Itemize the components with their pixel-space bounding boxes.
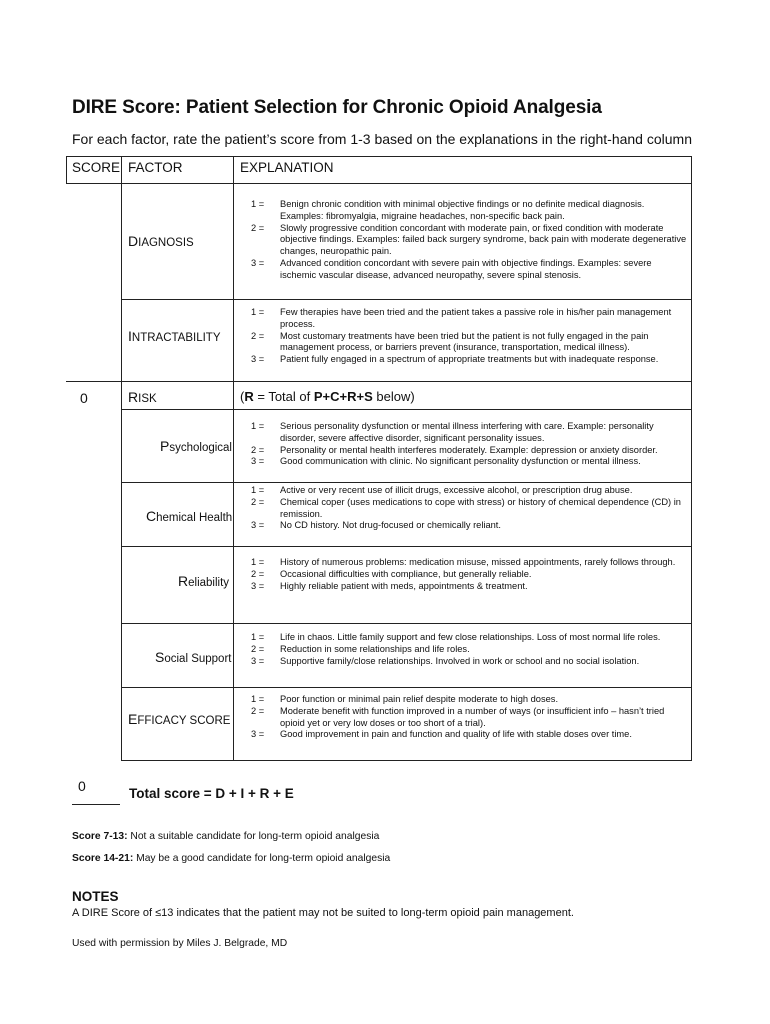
- factor-initial: R: [128, 389, 139, 405]
- row-divider-reliability: [121, 623, 692, 624]
- factor-label-rest: IAGNOSIS: [138, 237, 194, 249]
- factor-initial: I: [128, 328, 132, 344]
- risk-expl-close: below): [372, 389, 415, 404]
- rating-text: Slowly progressive condition concordant with moderate pain, or fixed condition with moderate objective findings. Examples: failed back surgery syndrome, back pain with moderate degenerative changes, neuropathic pain.: [280, 222, 687, 257]
- explanation-item: [251, 445, 687, 457]
- rating-number: 3 =: [251, 456, 265, 467]
- rating-text: Life in chaos. Little family support and few close relationships. Loss of most normal life roles.: [280, 632, 661, 642]
- explanation-item: [251, 520, 687, 532]
- risk-explanation: [240, 389, 415, 404]
- rating-text: Occasional difficulties with compliance, but generally reliable.: [280, 568, 532, 579]
- risk-expl-mid: = Total of: [253, 389, 314, 404]
- rating-text: Chemical coper (uses medications to cope with stress) or history of chemical dependence (CD) in remission.: [280, 496, 681, 519]
- row-divider-diagnosis: [121, 299, 692, 300]
- table-bottom-border: [121, 760, 692, 761]
- explanation-diagnosis: [251, 199, 687, 282]
- factor-explanation-divider: [233, 156, 234, 761]
- factor-intractability: [128, 328, 221, 344]
- factor-reliability: [178, 573, 229, 589]
- factor-label-rest: NTRACTABILITY: [131, 332, 221, 344]
- score-range-label: Score 7-13:: [72, 831, 128, 842]
- score-range-note: [72, 831, 379, 842]
- rating-text: Supportive family/close relationships. Involved in work or school and no social isolation.: [280, 655, 640, 666]
- total-score-underline: [72, 804, 120, 805]
- rating-text: Moderate benefit with function improved in a number of ways (or insufficient info – hasn’t tried opioid yet or very low doses or too short of a trial).: [280, 705, 665, 728]
- rating-text: Benign chronic condition with minimal objective findings or no definite medical diagnosis. Examples: fibromyalgia, migraine headaches, non-specific back pain.: [280, 199, 645, 221]
- row-divider-risk: [121, 409, 692, 410]
- rating-text: Active or very recent use of illicit drugs, excessive alcohol, or prescription drug abuse.: [280, 485, 633, 495]
- factor-psychological: [160, 438, 232, 454]
- rating-number: 3 =: [251, 257, 265, 268]
- header-score: SCORE: [72, 160, 121, 175]
- explanation-item: [251, 223, 687, 258]
- rating-text: Personality or mental health interferes moderately. Example: depression or anxiety disorder.: [280, 444, 658, 455]
- explanation-item: [251, 258, 687, 282]
- factor-label-rest: eliability: [188, 577, 230, 589]
- notes-heading: NOTES: [72, 889, 119, 904]
- score-range-text: May be a good candidate for long-term opioid analgesia: [133, 853, 391, 864]
- factor-initial: D: [128, 233, 139, 249]
- factor-social-support: [155, 649, 231, 665]
- rating-text: Good improvement in pain and function and quality of life with stable doses over time.: [280, 729, 632, 740]
- explanation-item: [251, 485, 687, 497]
- rating-number: 1 =: [251, 557, 265, 567]
- rating-number: 3 =: [251, 655, 265, 666]
- risk-letter: R: [244, 389, 254, 404]
- rating-number: 2 =: [251, 330, 265, 341]
- explanation-item: [251, 456, 687, 468]
- risk-paren-open: (: [240, 389, 245, 404]
- explanation-intractability: [251, 307, 687, 366]
- rating-number: 3 =: [251, 729, 265, 740]
- explanation-item: [251, 497, 687, 521]
- rating-number: 1 =: [251, 421, 265, 431]
- rating-text: Reduction in some relationships and life roles.: [280, 643, 470, 654]
- rating-number: 1 =: [251, 199, 265, 209]
- rating-number: 2 =: [251, 496, 265, 507]
- explanation-reliability: [251, 557, 687, 592]
- explanation-item: [251, 331, 687, 355]
- explanation-item: [251, 656, 687, 668]
- explanation-item: [251, 581, 687, 593]
- explanation-psychological: [251, 421, 687, 468]
- factor-efficacy-score: [128, 711, 230, 727]
- risk-score-value: 0: [80, 390, 88, 406]
- rating-number: 2 =: [251, 222, 265, 233]
- rating-number: 1 =: [251, 694, 265, 704]
- risk-formula: P+C+R+S: [313, 389, 373, 404]
- explanation-item: [251, 354, 687, 366]
- explanation-item: [251, 644, 687, 656]
- subtitle: For each factor, rate the patient’s score from 1-3 based on the explanations in the right-hand column: [72, 131, 692, 147]
- row-divider-social: [121, 687, 692, 688]
- explanation-item: [251, 557, 687, 569]
- table-top-border: [66, 156, 692, 157]
- rating-number: 1 =: [251, 632, 265, 642]
- credit-line: Used with permission by Miles J. Belgrade, MD: [72, 938, 288, 949]
- factor-risk: [128, 389, 157, 405]
- rating-number: 1 =: [251, 307, 265, 317]
- rating-number: 3 =: [251, 520, 265, 531]
- explanation-efficacy: [251, 694, 687, 741]
- header-explanation: EXPLANATION: [240, 160, 334, 175]
- explanation-item: [251, 569, 687, 581]
- factor-label-rest: FFICACY SCORE: [137, 715, 231, 727]
- rating-text: Good communication with clinic. No significant personality dysfunction or mental illness.: [280, 456, 641, 467]
- rating-text: Serious personality dysfunction or mental illness interfering with care. Example: personality disorder, severe affective disorder, significant personality issues.: [280, 421, 654, 443]
- row-divider-psychological: [121, 482, 692, 483]
- rating-number: 3 =: [251, 580, 265, 591]
- explanation-item: [251, 632, 687, 644]
- rating-text: Most customary treatments have been tried but the patient is not fully engaged in the pain management process, or barriers prevent (insurance, transportation, medical illness).: [280, 330, 649, 353]
- explanation-item: [251, 199, 687, 223]
- factor-diagnosis: [128, 233, 194, 249]
- factor-initial: P: [160, 438, 170, 454]
- score-range-text: Not a suitable candidate for long-term opioid analgesia: [127, 831, 380, 842]
- score-range-note: [72, 853, 390, 864]
- rating-text: Highly reliable patient with meds, appointments & treatment.: [280, 580, 528, 591]
- explanation-item: [251, 694, 687, 706]
- factor-initial: R: [178, 573, 189, 589]
- rating-text: No CD history. Not drug-focused or chemically reliant.: [280, 520, 501, 531]
- explanation-chemical-health: [251, 485, 687, 532]
- rating-number: 2 =: [251, 705, 265, 716]
- factor-label-rest: ocial Support: [164, 653, 232, 665]
- rating-text: Few therapies have been tried and the patient takes a passive role in his/her pain management process.: [280, 307, 672, 329]
- table-left-border: [66, 156, 67, 184]
- factor-label-rest: sychological: [169, 442, 232, 454]
- rating-number: 2 =: [251, 643, 265, 654]
- total-score-value: 0: [78, 778, 86, 794]
- rating-text: History of numerous problems: medication misuse, missed appointments, rarely follows through.: [280, 557, 676, 567]
- rating-number: 1 =: [251, 485, 265, 495]
- explanation-item: [251, 706, 687, 730]
- row-divider-intractability: [66, 381, 692, 382]
- score-factor-divider: [121, 156, 122, 761]
- rating-number: 2 =: [251, 568, 265, 579]
- explanation-item: [251, 421, 687, 445]
- rating-number: 3 =: [251, 354, 265, 365]
- explanation-social-support: [251, 632, 687, 667]
- rating-text: Patient fully engaged in a spectrum of appropriate treatments but with inadequate response.: [280, 354, 659, 365]
- rating-text: Poor function or minimal pain relief despite moderate to high doses.: [280, 694, 559, 704]
- table-right-border: [691, 156, 692, 761]
- total-score-formula: Total score = D + I + R + E: [129, 786, 294, 801]
- rating-number: 2 =: [251, 444, 265, 455]
- row-divider-chemical: [121, 546, 692, 547]
- factor-chemical-health: [146, 508, 232, 524]
- rating-text: Advanced condition concordant with severe pain with objective findings. Examples: severe ischemic vascular disease, advanced neuropathy, severe spinal stenosis.: [280, 257, 652, 280]
- factor-initial: E: [128, 711, 138, 727]
- explanation-item: [251, 729, 687, 741]
- page-title: DIRE Score: Patient Selection for Chronic Opioid Analgesia: [72, 97, 602, 118]
- factor-initial: C: [146, 508, 157, 524]
- explanation-item: [251, 307, 687, 331]
- factor-label-rest: ISK: [138, 393, 157, 405]
- factor-label-rest: hemical Health: [156, 512, 233, 524]
- score-range-label: Score 14-21:: [72, 853, 134, 864]
- header-bottom-border: [66, 183, 692, 184]
- header-factor: FACTOR: [128, 160, 183, 175]
- notes-text: A DIRE Score of ≤13 indicates that the patient may not be suited to long-term opioid pain management.: [72, 907, 574, 919]
- factor-initial: S: [155, 649, 165, 665]
